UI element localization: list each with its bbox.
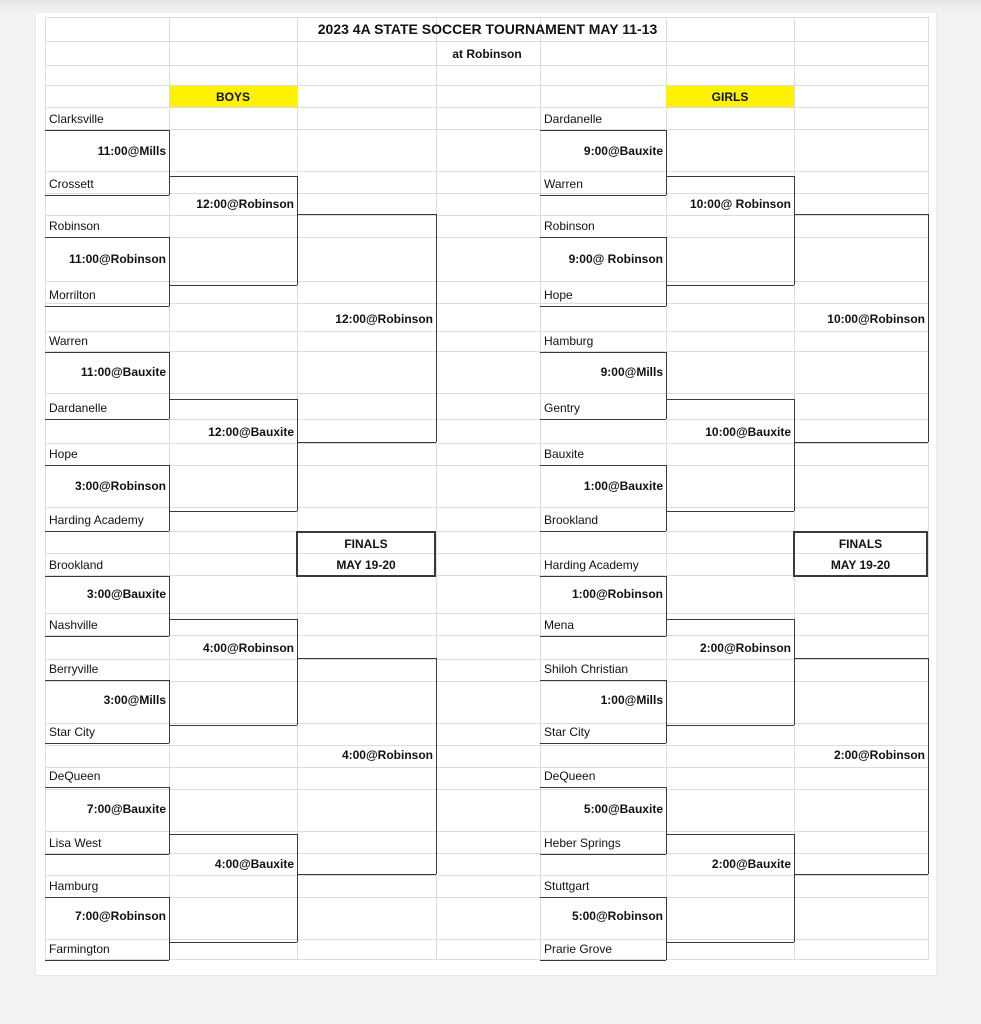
grid-row-line — [45, 959, 928, 960]
viewer-top-bar — [0, 0, 981, 12]
boys-r1-connector — [169, 352, 170, 419]
grid-row-line — [45, 635, 928, 636]
boys-r2-connector — [297, 619, 298, 725]
grid-row-line — [45, 419, 928, 420]
girls-r2-connector — [794, 619, 795, 725]
girls-r3-connector — [928, 658, 929, 874]
girls-round3-game: 2:00@Robinson — [833, 748, 925, 762]
girls-r1-top-line — [540, 352, 666, 353]
boys-team-name: Dardanelle — [49, 401, 108, 415]
girls-r2-connector — [794, 176, 795, 285]
grid-row-line — [45, 443, 928, 444]
boys-r2-bottom-line — [169, 942, 297, 943]
grid-row-line — [45, 897, 928, 898]
boys-round3-game: 4:00@Robinson — [341, 748, 433, 762]
boys-r1-top-line — [45, 352, 169, 353]
boys-finals-dates: MAY 19-20 — [336, 558, 396, 572]
grid-row-line — [45, 65, 928, 66]
girls-r3-bottom-line — [794, 874, 928, 875]
boys-r1-connector — [169, 237, 170, 306]
boys-r1-bottom-line — [45, 195, 169, 196]
boys-r1-top-line — [45, 130, 169, 131]
boys-r3-connector — [436, 658, 437, 874]
grid-row-line — [45, 351, 928, 352]
girls-r3-top-line — [794, 214, 928, 215]
girls-r1-connector — [666, 897, 667, 960]
boys-r3-connector — [436, 214, 437, 442]
girls-r1-bottom-line — [540, 743, 666, 744]
boys-r3-top-line — [297, 214, 436, 215]
boys-r1-connector — [169, 130, 170, 195]
girls-r1-bottom-line — [540, 531, 666, 532]
girls-finals-title: FINALS — [838, 537, 883, 551]
grid-row-line — [45, 875, 928, 876]
girls-r1-bottom-line — [540, 306, 666, 307]
boys-r2-top-line — [169, 176, 297, 177]
grid-row-line — [45, 215, 928, 216]
girls-round1-game: 9:00@Bauxite — [583, 144, 663, 158]
boys-team-name: DeQueen — [49, 769, 101, 783]
boys-r2-connector — [297, 176, 298, 285]
boys-r1-bottom-line — [45, 854, 169, 855]
girls-team-name: Mena — [544, 618, 575, 632]
girls-r1-connector — [666, 237, 667, 306]
girls-r1-connector — [666, 787, 667, 854]
grid-row-line — [45, 723, 928, 724]
girls-r1-top-line — [540, 787, 666, 788]
boys-r1-bottom-line — [45, 960, 169, 961]
grid-row-line — [45, 659, 928, 660]
boys-round2-game: 4:00@Robinson — [202, 641, 294, 655]
girls-team-name: DeQueen — [544, 769, 596, 783]
boys-r1-top-line — [45, 897, 169, 898]
girls-team-name: Hope — [544, 288, 573, 302]
boys-round1-game: 7:00@Robinson — [74, 909, 166, 923]
girls-round1-game: 1:00@Mills — [600, 693, 663, 707]
boys-r2-connector — [297, 399, 298, 511]
girls-team-name: Harding Academy — [544, 558, 639, 572]
boys-round1-game: 3:00@Bauxite — [86, 587, 166, 601]
girls-r1-connector — [666, 130, 667, 195]
girls-r1-top-line — [540, 465, 666, 466]
girls-round3-game: 10:00@Robinson — [827, 312, 925, 326]
boys-r3-bottom-line — [297, 874, 436, 875]
grid-row-line — [45, 303, 928, 304]
boys-label: BOYS — [215, 90, 250, 104]
girls-round2-game: 10:00@ Robinson — [689, 197, 791, 211]
boys-r1-connector — [169, 787, 170, 854]
girls-r3-bottom-line — [794, 442, 928, 443]
girls-r1-top-line — [540, 897, 666, 898]
boys-r1-connector — [169, 465, 170, 531]
boys-round2-game: 12:00@Bauxite — [208, 425, 294, 439]
girls-team-name: Stuttgart — [544, 879, 590, 893]
grid-row-line — [45, 853, 928, 854]
boys-team-name: Hope — [49, 447, 78, 461]
boys-r1-bottom-line — [45, 743, 169, 744]
boys-r1-connector — [169, 576, 170, 636]
boys-r1-bottom-line — [45, 419, 169, 420]
boys-r2-top-line — [169, 834, 297, 835]
boys-team-name: Morrilton — [49, 288, 96, 302]
boys-r1-top-line — [45, 576, 169, 577]
girls-team-name: Heber Springs — [544, 836, 621, 850]
girls-round1-game: 9:00@Mills — [600, 365, 663, 379]
girls-team-name: Robinson — [544, 219, 595, 233]
grid-row-line — [45, 767, 928, 768]
girls-team-name: Shiloh Christian — [544, 662, 629, 676]
girls-round2-game: 2:00@Robinson — [699, 641, 791, 655]
grid-row-line — [45, 789, 928, 790]
boys-r1-top-line — [45, 680, 169, 681]
girls-team-name: Star City — [544, 725, 591, 739]
girls-round1-game: 1:00@Robinson — [571, 587, 663, 601]
girls-round1-game: 1:00@Bauxite — [583, 479, 663, 493]
boys-team-name: Berryville — [49, 662, 99, 676]
boys-team-name: Crossett — [49, 177, 94, 191]
boys-team-name: Lisa West — [49, 836, 102, 850]
boys-round3-game: 12:00@Robinson — [335, 312, 433, 326]
grid-row-line — [45, 613, 928, 614]
boys-r1-bottom-line — [45, 306, 169, 307]
girls-label: GIRLS — [711, 90, 749, 104]
boys-team-name: Farmington — [49, 942, 110, 956]
girls-round2-game: 10:00@Bauxite — [705, 425, 791, 439]
girls-r3-top-line — [794, 658, 928, 659]
girls-r1-bottom-line — [540, 854, 666, 855]
boys-team-name: Hamburg — [49, 879, 99, 893]
girls-r1-bottom-line — [540, 960, 666, 961]
grid-row-line — [45, 507, 928, 508]
girls-r1-top-line — [540, 130, 666, 131]
girls-r2-connector — [794, 834, 795, 942]
girls-r1-connector — [666, 680, 667, 743]
grid-row-line — [45, 939, 928, 940]
grid-row-line — [45, 41, 928, 42]
page-subtitle: at Robinson — [452, 47, 522, 61]
boys-round1-game: 7:00@Bauxite — [86, 802, 166, 816]
girls-r2-top-line — [666, 176, 794, 177]
girls-r1-bottom-line — [540, 419, 666, 420]
grid-row-line — [45, 107, 928, 108]
grid-row-line — [45, 331, 928, 332]
boys-team-name: Harding Academy — [49, 513, 144, 527]
boys-team-name: Robinson — [49, 219, 100, 233]
boys-round1-game: 11:00@Mills — [97, 144, 166, 158]
girls-r1-bottom-line — [540, 195, 666, 196]
boys-round2-game: 12:00@Robinson — [196, 197, 294, 211]
girls-r2-bottom-line — [666, 942, 794, 943]
boys-r1-connector — [169, 897, 170, 960]
boys-r1-top-line — [45, 465, 169, 466]
boys-finals-title: FINALS — [344, 537, 388, 551]
boys-round2-game: 4:00@Bauxite — [214, 857, 294, 871]
boys-round1-game: 11:00@Robinson — [68, 252, 166, 266]
boys-r2-bottom-line — [169, 511, 297, 512]
girls-r1-connector — [666, 465, 667, 531]
girls-round1-game: 5:00@Robinson — [571, 909, 663, 923]
grid-row-line — [45, 237, 928, 238]
girls-r3-connector — [928, 214, 929, 442]
boys-r2-connector — [297, 834, 298, 942]
girls-r2-top-line — [666, 619, 794, 620]
boys-r1-top-line — [45, 237, 169, 238]
page-title: 2023 4A STATE SOCCER TOURNAMENT MAY 11-13 — [317, 21, 658, 37]
girls-r2-connector — [794, 399, 795, 511]
girls-finals-dates: MAY 19-20 — [830, 558, 891, 572]
girls-team-name: Hamburg — [544, 334, 594, 348]
grid-row-line — [45, 681, 928, 682]
girls-team-name: Warren — [544, 177, 583, 191]
girls-r1-connector — [666, 576, 667, 636]
boys-r1-connector — [169, 680, 170, 743]
boys-team-name: Brookland — [49, 558, 104, 572]
girls-team-name: Prarie Grove — [544, 942, 613, 956]
boys-team-name: Nashville — [49, 618, 98, 632]
boys-r1-bottom-line — [45, 636, 169, 637]
grid-row-line — [45, 17, 928, 18]
girls-round1-game: 5:00@Bauxite — [583, 802, 663, 816]
girls-r2-bottom-line — [666, 725, 794, 726]
girls-r1-connector — [666, 352, 667, 419]
boys-r1-top-line — [45, 787, 169, 788]
girls-team-name: Brookland — [544, 513, 599, 527]
boys-round1-game: 3:00@Robinson — [74, 479, 166, 493]
grid-row-line — [45, 831, 928, 832]
boys-team-name: Star City — [49, 725, 96, 739]
boys-team-name: Clarksville — [49, 112, 104, 126]
grid-row-line — [45, 465, 928, 466]
girls-r2-bottom-line — [666, 511, 794, 512]
girls-r1-top-line — [540, 680, 666, 681]
grid-row-line — [45, 129, 928, 130]
girls-r2-top-line — [666, 399, 794, 400]
boys-round1-game: 11:00@Bauxite — [80, 365, 166, 379]
girls-team-name: Gentry — [544, 401, 581, 415]
boys-r2-bottom-line — [169, 725, 297, 726]
boys-round1-game: 3:00@Mills — [103, 693, 166, 707]
girls-r1-top-line — [540, 237, 666, 238]
grid-row-line — [45, 393, 928, 394]
boys-r1-bottom-line — [45, 531, 169, 532]
girls-round1-game: 9:00@ Robinson — [568, 252, 663, 266]
grid-row-line — [45, 745, 928, 746]
boys-r3-top-line — [297, 658, 436, 659]
grid-row-line — [45, 281, 928, 282]
girls-r1-top-line — [540, 576, 666, 577]
girls-team-name: Dardanelle — [544, 112, 603, 126]
girls-team-name: Bauxite — [544, 447, 585, 461]
girls-r2-bottom-line — [666, 285, 794, 286]
boys-team-name: Warren — [49, 334, 88, 348]
boys-r3-bottom-line — [297, 442, 436, 443]
grid-row-line — [45, 171, 928, 172]
girls-round2-game: 2:00@Bauxite — [711, 857, 791, 871]
boys-r2-bottom-line — [169, 285, 297, 286]
grid-row-line — [45, 193, 928, 194]
girls-r2-top-line — [666, 834, 794, 835]
boys-r2-top-line — [169, 399, 297, 400]
girls-r1-bottom-line — [540, 636, 666, 637]
boys-r2-top-line — [169, 619, 297, 620]
